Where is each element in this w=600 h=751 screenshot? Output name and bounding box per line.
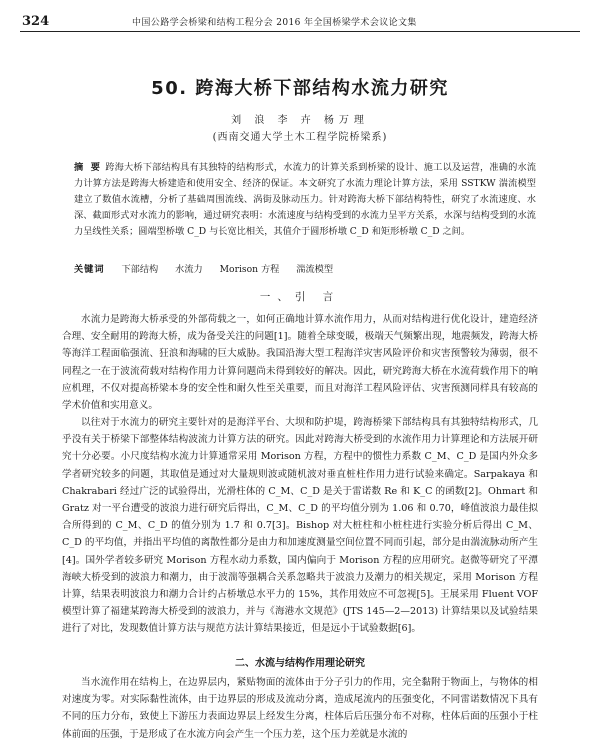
section-heading-theory: 二、水流与结构作用理论研究 xyxy=(235,658,365,669)
keyword: Morison 方程 xyxy=(219,264,280,275)
keywords xyxy=(74,263,536,277)
section-heading-introduction: 一、引 言 xyxy=(259,291,341,303)
abstract-text: 跨海大桥下部结构具有其独特的结构形式，水流力的计算关系到桥梁的设计、施工以及运营，准确的水流力计算方法是跨海大桥建造和使用安全、经济的保证。本文研究了水流力理论计算方法，采用 SSTKW 湍流模型建立了数值水流槽，分析了基础周围流线、涡街及脉动压力。针对跨海大桥下部结构特性，研究了水流速度、水深、截面形式对水流力的影响，通过研究表明：水流速度与结构受到的水流力呈平方关系，水深与结构受到的水流力呈线性关系；圆端型桥墩 C_D 与长宽比相关，其值介于圆形桥墩 C_D 和矩形桥墩 C_D 之间。 xyxy=(74,162,537,237)
keyword: 湍流模型 xyxy=(296,264,334,275)
abstract-label: 摘 要 xyxy=(74,162,103,173)
header-rule xyxy=(20,31,580,32)
body-paragraph: 以往对于水流力的研究主要针对的是海洋平台、大坝和防护堤，跨海桥梁下部结构具有其独特结构形式，几乎没有关于桥梁下部整体结构波流力计算方法的研究。因此对跨海大桥受到的水流作用力计算理论和方法展开研究十分必要。小尺度结构水流力计算通常采用 Morison 方程，方程中的惯性力系数 C_M、C_D 是国内外众多学者研究较多的问题，其取值是通过对大量规则波或随机波对垂直桩柱作用力进行试验来确定。Sarpakaya 和 Chakrabari 经过广泛的试验得出，光滑柱体的 C_M、C_D 是关于雷诺数 Re 和 K_C 的函数[2]。Ohmart 和 Gratz 对一平台遭受的波浪力进行研究后得出，C_M、C_D 的平均值分别为 1.06 和 0.70，峰值波浪力最佳拟合所得到的 C_M、C_D 的值分别为 1.7 和 0.7[3]。Bishop 对大桩柱和小桩柱进行实验分析后得出 C_M、C_D 的平均值，并指出平均值的离散性都分是由力和加速度测量空间位置不同而引起，部分是由湍流脉动所产生[4]。国外学者较多研究 Morison 方程水动力系数，国内偏向于 Morison 方程的应用研究。赵微等研究了平潭海峡大桥受到的波浪力和潮力，由于波湍等强耦合关系忽略共于波浪力及潮力的相关规定，采用 Morison 方程计算，结果表明波浪力和潮力合计约占桥墩总水平力的 15%，其作用效应不可忽视[5]。王展采用 Fluent VOF 模型计算了福建某跨海大桥受到的波浪力，并与《海港水文规范》(JTS 145—2—2013) 计算结果以及试验结果进行了对比，发现数值计算方法与规范方法计算结果接近，但是远小于试验数据[6]。 xyxy=(62,417,538,635)
journal-title: 中国公路学会桥梁和结构工程分会 2016 年全国桥梁学术会议论文集 xyxy=(132,18,417,28)
paper-title: 50. 跨海大桥下部结构水流力研究 xyxy=(151,78,449,99)
abstract xyxy=(74,160,536,240)
page-header xyxy=(20,14,580,34)
body-paragraph: 水流力是跨海大桥承受的外部荷载之一，如何正确地计算水流作用力，从而对结构进行优化设计，建造经济合理、安全耐用的跨海大桥，成为备受关注的问题[1]。随着全球变暖，极端天气频繁出现，地震频发，跨海大桥等海洋工程面临强流、狂浪和海啸的巨大威胁。我国沿海大型工程海洋灾害风险评价和灾害预警较为薄弱，很不同程之一在于波流荷载对结构作用力计算问题尚未得到较好的解决。因此，研究跨海大桥在水流荷载作用下的响应机理，不仅对提高桥梁本身的安全性和耐久性至关重要，而且对海洋工程风险评估、灾害预测同样具有较高的学术价值和实用意义。 xyxy=(62,314,538,412)
keywords-label: 关键词 xyxy=(74,264,105,275)
paper-authors: 刘 浪 李 卉 杨万理 xyxy=(231,115,369,126)
page-number: 324 xyxy=(22,14,50,29)
body-paragraph: 当水流作用在结构上，在边界层内，紧贴物面的流体由于分子引力的作用，完全黏附于物面上，与物体的相对速度为零。对实际黏性流体，由于边界层的形成及流动分离，造成尾流内的压强变化，不同雷诺数情况下具有不同的压力分布，致使上下游压力表面边界层上经发生分离，柱体后后压强分布不对称，柱体后面的压强小于柱体前面的压强，于是形成了在水流方向会产生一个压力差，这个压力差就是水流的 xyxy=(62,677,538,740)
keyword: 下部结构 xyxy=(121,264,159,275)
paper-affiliation: (西南交通大学土木工程学院桥梁系) xyxy=(212,132,388,143)
keyword: 水流力 xyxy=(175,264,203,275)
